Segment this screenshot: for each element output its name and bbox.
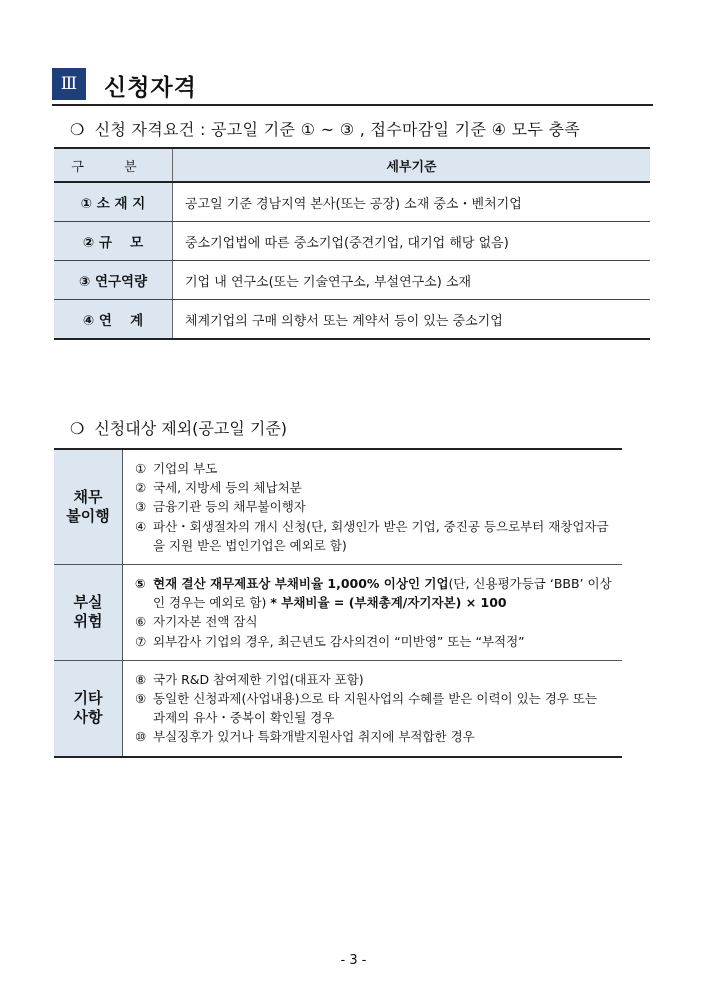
- items-cell: [123, 449, 623, 565]
- list-item: [135, 517, 612, 555]
- exclusion-group-risk: [54, 565, 622, 661]
- category-cell: [54, 565, 123, 661]
- item-text: 외부감사 기업의 경우, 최근년도 감사의견이 “미반영” 또는 “부적정”: [153, 633, 525, 649]
- item-number: ⑤: [135, 576, 146, 592]
- exclusions-heading: [70, 416, 287, 439]
- eligibility-table: [54, 147, 650, 340]
- list-item: [135, 612, 612, 631]
- item-note: (단, 신용평가등급 ‘BBB’ 이상인 경우는 예외로 함): [153, 576, 612, 611]
- item-number: ④: [135, 518, 147, 534]
- items-cell: [123, 660, 623, 756]
- page-number: - 3 -: [340, 953, 367, 968]
- item-text: [153, 574, 612, 612]
- exclusion-group-other: [54, 660, 622, 756]
- category-cell: [54, 449, 123, 565]
- row-criteria: 중소기업법에 따른 중소기업(중견기업, 대기업 해당 없음): [173, 222, 651, 261]
- debt-ratio-formula: * 부채비율 = (부채총계/자기자본) × 100: [270, 595, 507, 611]
- item-text: 동일한 신청과제(사업내용)으로 타 지원사업의 수혜를 받은 이력이 있는 경우 또는 과제의 유사・중복이 확인될 경우: [153, 691, 597, 726]
- item-text: 금융기관 등의 채무불이행자: [153, 499, 306, 515]
- row-label: ④ 연 계: [54, 300, 173, 340]
- category-label: 사항: [73, 708, 103, 727]
- item-text: 파산・회생절차의 개시 신청(단, 회생인가 받은 기업, 중진공 등으로부터 재창업자금을 지원 받은 법인기업은 예외로 함): [153, 518, 609, 553]
- section-header: [52, 66, 653, 106]
- item-number: ⑦: [135, 633, 147, 649]
- exclusion-group-debt: [54, 449, 622, 565]
- list-item: [135, 689, 612, 727]
- exclusions-table: [54, 448, 622, 758]
- category-label: 채무: [73, 488, 103, 506]
- circle-bullet-icon: ❍: [70, 419, 85, 438]
- category-label: 기타: [73, 689, 103, 708]
- items-cell: [123, 565, 623, 661]
- item-text: 자기자본 전액 잠식: [153, 614, 258, 630]
- item-bold-text: 현재 결산 재무제표상 부채비율 1,000% 이상인 기업: [153, 576, 449, 592]
- list-item: [135, 727, 612, 746]
- table-row: [54, 261, 650, 300]
- list-item: [135, 670, 612, 689]
- item-number: ⑧: [135, 671, 147, 687]
- table-header-row: [54, 148, 650, 182]
- category-label: 불이행: [66, 507, 110, 525]
- item-text: 부실징후가 있거나 특화개발지원사업 취지에 부적합한 경우: [153, 729, 475, 745]
- table-row: [54, 222, 650, 261]
- item-text: 기업의 부도: [153, 461, 218, 476]
- eligibility-heading-text: 신청 자격요건 : 공고일 기준 ① ~ ③ , 접수마감일 기준 ④ 모두 충족: [94, 120, 581, 139]
- item-number: ⑥: [135, 614, 147, 630]
- category-label: 부실: [73, 593, 103, 612]
- header-criteria: 세부기준: [173, 148, 651, 182]
- list-item: [135, 497, 612, 516]
- exclusions-heading-text: 신청대상 제외(공고일 기준): [94, 419, 288, 438]
- eligibility-heading: [70, 117, 580, 140]
- item-number: ③: [135, 499, 147, 515]
- row-criteria: 공고일 기준 경남지역 본사(또는 공장) 소재 중소・벤처기업: [173, 182, 651, 222]
- list-item: [135, 574, 612, 612]
- row-criteria: 기업 내 연구소(또는 기술연구소, 부설연구소) 소재: [173, 261, 651, 300]
- section-number-badge: Ⅲ: [52, 68, 86, 100]
- list-item: [135, 478, 612, 497]
- category-cell: [54, 660, 123, 756]
- list-item: [135, 632, 612, 651]
- item-number: ①: [135, 461, 147, 476]
- table-row: [54, 182, 650, 222]
- row-label: ① 소 재 지: [54, 182, 173, 222]
- item-text: 국가 R&D 참여제한 기업(대표자 포함): [153, 671, 364, 687]
- item-number: ⑨: [135, 691, 147, 707]
- item-text: 국세, 지방세 등의 체납처분: [153, 480, 302, 496]
- section-title: 신청자격: [104, 75, 197, 101]
- circle-bullet-icon: ❍: [70, 120, 85, 139]
- row-label: ② 규 모: [54, 222, 173, 261]
- header-category: 구 분: [54, 148, 173, 182]
- category-label: 위험: [73, 612, 103, 631]
- list-item: [135, 459, 612, 478]
- item-number: ②: [135, 480, 147, 496]
- row-criteria: 체계기업의 구매 의향서 또는 계약서 등이 있는 중소기업: [173, 300, 651, 340]
- item-number: ⑩: [135, 729, 147, 745]
- row-label: ③ 연구역량: [54, 261, 173, 300]
- table-row: [54, 300, 650, 340]
